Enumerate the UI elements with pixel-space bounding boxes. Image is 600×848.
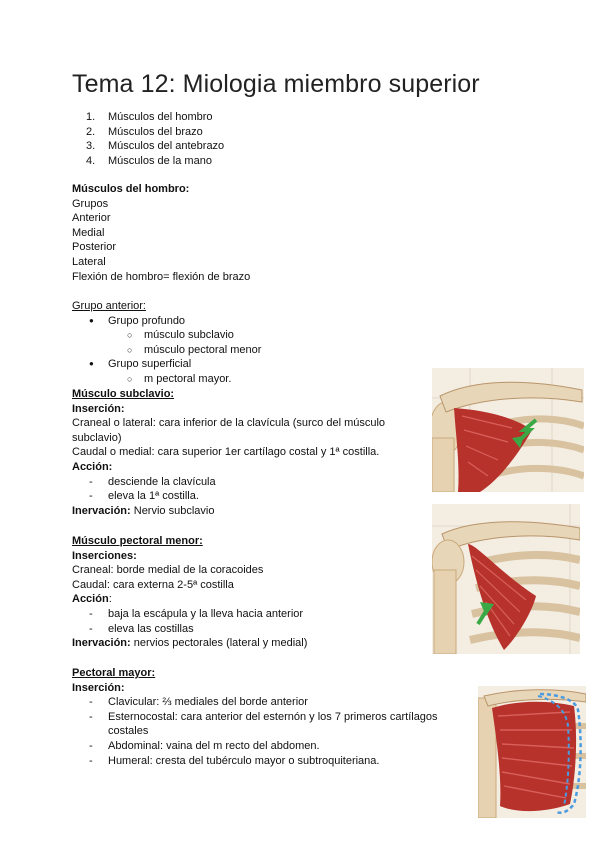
text-line: Craneal: borde medial de la coracoides	[72, 564, 264, 577]
page-title: Tema 12: Miologia miembro superior	[72, 70, 480, 98]
subheading: Acción:	[72, 593, 112, 606]
dash-item: - eleva la 1ª costilla.	[72, 489, 385, 504]
dash-item: - eleva las costillas	[72, 622, 307, 637]
text-line: costales	[108, 725, 149, 738]
list-item: 2. Músculos del brazo	[86, 125, 203, 138]
shoulder-subclavius-illustration	[432, 368, 584, 492]
text-line: Caudal o medial: cara superior 1er cartílago costal y 1ª costilla.	[72, 446, 380, 459]
section-grupo-anterior	[72, 299, 261, 387]
text-line: Posterior	[72, 241, 117, 254]
pectoralis-minor-illustration	[432, 504, 580, 654]
section-hombro	[72, 182, 250, 284]
bullet-item: ● Grupo superficial	[72, 357, 261, 372]
bullet-item: ● Grupo profundo	[72, 314, 261, 329]
topic-list	[86, 110, 224, 168]
text-line: Grupos	[72, 197, 109, 210]
section-heading: Músculo subclavio:	[72, 388, 175, 400]
text-line: subclavio)	[72, 431, 122, 444]
section-heading: Grupo anterior:	[72, 300, 146, 312]
section-heading: Pectoral mayor:	[72, 667, 156, 679]
list-item: 3. Músculos del antebrazo	[86, 140, 225, 153]
text-line: Lateral	[72, 255, 106, 268]
text-line: Medial	[72, 226, 105, 239]
dash-item: - baja la escápula y la lleva hacia anterior	[72, 607, 307, 622]
list-item: 1. Músculos del hombro	[86, 111, 213, 123]
text-line: Anterior	[72, 212, 111, 225]
subheading: Acción:	[72, 460, 113, 473]
text-line: Flexión de hombro= flexión de brazo	[72, 270, 251, 283]
dash-item: - Humeral: cresta del tubérculo mayor o subtroquiteriana.	[72, 754, 438, 769]
list-item: 4. Músculos de la mano	[86, 154, 212, 167]
section-pectoral-menor	[72, 534, 307, 651]
text-line: Caudal: cara externa 2-5ª costilla	[72, 578, 234, 591]
sub-bullet-item: ○ m pectoral mayor.	[72, 372, 261, 387]
sub-bullet-item: ○ músculo subclavio	[72, 328, 261, 343]
section-pectoral-mayor	[72, 666, 438, 768]
dash-item: - Esternocostal: cara anterior del esternón y los 7 primeros cartílagos	[72, 710, 438, 725]
subheading: Inserciones:	[72, 549, 137, 562]
dash-item: - desciende la clavícula	[72, 475, 385, 490]
pectoralis-major-illustration	[478, 686, 586, 818]
section-heading: Músculo pectoral menor:	[72, 535, 203, 547]
section-heading: Músculos del hombro:	[72, 183, 190, 195]
dash-item: - Clavicular: ⅔ mediales del borde anterior	[72, 695, 438, 710]
section-subclavio	[72, 387, 385, 518]
subheading: Inserción:	[72, 402, 125, 415]
subheading: Inserción:	[72, 681, 125, 694]
dash-item: - Abdominal: vaina del m recto del abdomen.	[72, 739, 438, 754]
sub-bullet-item: ○ músculo pectoral menor	[72, 343, 261, 358]
text-line: Inervación: nervios pectorales (lateral y medial)	[72, 637, 308, 650]
text-line: Craneal o lateral: cara inferior de la clavícula (surco del músculo	[72, 417, 386, 430]
text-line: Inervación: Nervio subclavio	[72, 504, 215, 517]
